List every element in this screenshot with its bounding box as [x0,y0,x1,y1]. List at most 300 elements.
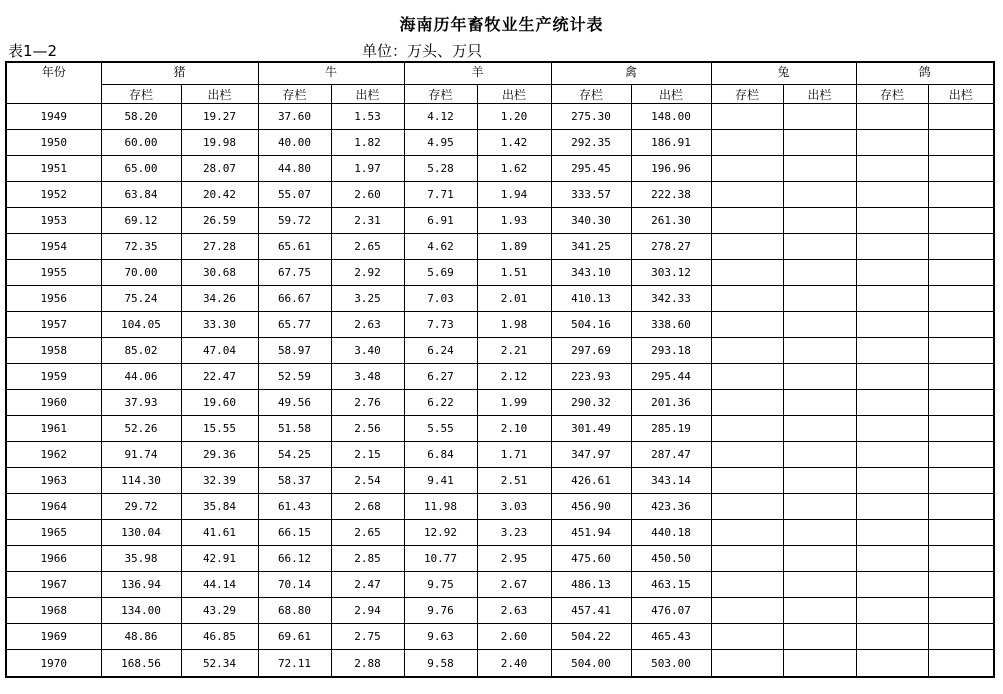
cattle-slaughter-cell: 2.65 [331,234,404,260]
pig-slaughter-cell: 46.85 [181,624,258,650]
table-row [6,312,994,338]
cattle-stock-cell: 66.12 [258,546,331,572]
cattle-stock-cell: 66.15 [258,520,331,546]
sheep-slaughter-cell: 1.62 [477,156,551,182]
header-group-pig: 猪 [101,62,258,85]
rabbit-slaughter-cell [783,234,856,260]
sheep-stock-cell: 9.41 [404,468,477,494]
pigeon-slaughter-cell [928,364,994,390]
poultry-stock-cell: 410.13 [551,286,631,312]
sheep-slaughter-cell: 1.98 [477,312,551,338]
rabbit-stock-cell [711,520,783,546]
pig-stock-cell: 35.98 [101,546,181,572]
poultry-slaughter-cell: 342.33 [631,286,711,312]
cattle-slaughter-cell: 2.15 [331,442,404,468]
cattle-slaughter-cell: 2.94 [331,598,404,624]
rabbit-slaughter-cell [783,338,856,364]
pig-slaughter-cell: 15.55 [181,416,258,442]
cattle-slaughter-cell: 2.76 [331,390,404,416]
rabbit-stock-cell [711,598,783,624]
cattle-slaughter-cell: 1.53 [331,104,404,130]
pig-slaughter-cell: 34.26 [181,286,258,312]
cattle-stock-cell: 66.67 [258,286,331,312]
cattle-slaughter-cell: 2.65 [331,520,404,546]
livestock-table [5,61,995,678]
poultry-slaughter-cell: 476.07 [631,598,711,624]
pigeon-stock-cell [856,650,928,678]
poultry-stock-cell: 301.49 [551,416,631,442]
poultry-slaughter-cell: 186.91 [631,130,711,156]
header-slaughter: 出栏 [477,85,551,104]
poultry-slaughter-cell: 148.00 [631,104,711,130]
table-number: 表1—2 [8,42,58,60]
sheep-slaughter-cell: 2.63 [477,598,551,624]
pig-slaughter-cell: 35.84 [181,494,258,520]
pigeon-slaughter-cell [928,494,994,520]
pig-slaughter-cell: 52.34 [181,650,258,678]
rabbit-stock-cell [711,442,783,468]
header-stock: 存栏 [404,85,477,104]
sheep-stock-cell: 4.62 [404,234,477,260]
header-slaughter: 出栏 [928,85,994,104]
year-cell: 1953 [6,208,101,234]
sheep-slaughter-cell: 1.99 [477,390,551,416]
sheep-stock-cell: 9.58 [404,650,477,678]
year-cell: 1963 [6,468,101,494]
pig-stock-cell: 37.93 [101,390,181,416]
poultry-slaughter-cell: 440.18 [631,520,711,546]
pig-stock-cell: 60.00 [101,130,181,156]
sheep-stock-cell: 5.55 [404,416,477,442]
poultry-slaughter-cell: 465.43 [631,624,711,650]
poultry-stock-cell: 340.30 [551,208,631,234]
pig-slaughter-cell: 26.59 [181,208,258,234]
header-group-poultry: 禽 [551,62,711,85]
page-title: 海南历年畜牧业生产统计表 [399,15,604,34]
pig-stock-cell: 104.05 [101,312,181,338]
rabbit-stock-cell [711,286,783,312]
poultry-stock-cell: 290.32 [551,390,631,416]
poultry-stock-cell: 341.25 [551,234,631,260]
sheep-slaughter-cell: 1.94 [477,182,551,208]
header-stock: 存栏 [551,85,631,104]
pigeon-slaughter-cell [928,260,994,286]
poultry-stock-cell: 223.93 [551,364,631,390]
pigeon-slaughter-cell [928,130,994,156]
sheep-stock-cell: 7.71 [404,182,477,208]
table-row [6,182,994,208]
pigeon-stock-cell [856,260,928,286]
pig-stock-cell: 168.56 [101,650,181,678]
poultry-slaughter-cell: 201.36 [631,390,711,416]
header-slaughter: 出栏 [783,85,856,104]
sheep-slaughter-cell: 2.10 [477,416,551,442]
pigeon-stock-cell [856,104,928,130]
header-slaughter: 出栏 [331,85,404,104]
rabbit-slaughter-cell [783,156,856,182]
pig-slaughter-cell: 42.91 [181,546,258,572]
table-body [6,104,994,678]
poultry-slaughter-cell: 463.15 [631,572,711,598]
pig-stock-cell: 91.74 [101,442,181,468]
table-row [6,650,994,678]
pigeon-stock-cell [856,598,928,624]
cattle-slaughter-cell: 2.68 [331,494,404,520]
header-slaughter: 出栏 [631,85,711,104]
year-cell: 1968 [6,598,101,624]
sheep-slaughter-cell: 2.21 [477,338,551,364]
sheep-stock-cell: 10.77 [404,546,477,572]
year-cell: 1962 [6,442,101,468]
poultry-slaughter-cell: 278.27 [631,234,711,260]
cattle-slaughter-cell: 1.82 [331,130,404,156]
sheep-stock-cell: 4.12 [404,104,477,130]
cattle-stock-cell: 69.61 [258,624,331,650]
pig-stock-cell: 58.20 [101,104,181,130]
pigeon-slaughter-cell [928,624,994,650]
sheep-slaughter-cell: 2.01 [477,286,551,312]
pig-slaughter-cell: 41.61 [181,520,258,546]
pigeon-stock-cell [856,416,928,442]
year-cell: 1970 [6,650,101,678]
cattle-slaughter-cell: 3.48 [331,364,404,390]
sheep-slaughter-cell: 2.95 [477,546,551,572]
rabbit-slaughter-cell [783,572,856,598]
cattle-slaughter-cell: 2.54 [331,468,404,494]
pigeon-slaughter-cell [928,338,994,364]
header-group-cattle: 牛 [258,62,404,85]
cattle-slaughter-cell: 2.56 [331,416,404,442]
sheep-stock-cell: 9.63 [404,624,477,650]
pig-slaughter-cell: 28.07 [181,156,258,182]
pig-slaughter-cell: 30.68 [181,260,258,286]
sheep-stock-cell: 6.91 [404,208,477,234]
sheep-stock-cell: 6.27 [404,364,477,390]
poultry-stock-cell: 333.57 [551,182,631,208]
sheep-slaughter-cell: 2.60 [477,624,551,650]
header-stock: 存栏 [258,85,331,104]
pigeon-stock-cell [856,572,928,598]
sheep-stock-cell: 5.28 [404,156,477,182]
header-slaughter: 出栏 [181,85,258,104]
cattle-stock-cell: 58.97 [258,338,331,364]
cattle-slaughter-cell: 2.31 [331,208,404,234]
rabbit-slaughter-cell [783,390,856,416]
cattle-stock-cell: 58.37 [258,468,331,494]
pigeon-stock-cell [856,546,928,572]
table-row [6,208,994,234]
sheep-slaughter-cell: 1.20 [477,104,551,130]
pigeon-slaughter-cell [928,312,994,338]
rabbit-stock-cell [711,182,783,208]
sheep-stock-cell: 6.24 [404,338,477,364]
cattle-slaughter-cell: 3.25 [331,286,404,312]
table-row [6,364,994,390]
table-row [6,130,994,156]
header-year: 年份 [6,62,101,104]
rabbit-stock-cell [711,104,783,130]
rabbit-slaughter-cell [783,624,856,650]
header-group-sheep: 羊 [404,62,551,85]
cattle-slaughter-cell: 2.47 [331,572,404,598]
rabbit-slaughter-cell [783,468,856,494]
poultry-slaughter-cell: 503.00 [631,650,711,678]
pig-stock-cell: 44.06 [101,364,181,390]
rabbit-slaughter-cell [783,312,856,338]
year-cell: 1957 [6,312,101,338]
pig-stock-cell: 114.30 [101,468,181,494]
pig-stock-cell: 75.24 [101,286,181,312]
pig-stock-cell: 69.12 [101,208,181,234]
rabbit-stock-cell [711,260,783,286]
rabbit-slaughter-cell [783,130,856,156]
year-cell: 1958 [6,338,101,364]
cattle-slaughter-cell: 2.60 [331,182,404,208]
pig-slaughter-cell: 32.39 [181,468,258,494]
poultry-slaughter-cell: 343.14 [631,468,711,494]
cattle-stock-cell: 37.60 [258,104,331,130]
rabbit-slaughter-cell [783,494,856,520]
poultry-stock-cell: 275.30 [551,104,631,130]
cattle-stock-cell: 70.14 [258,572,331,598]
cattle-slaughter-cell: 2.92 [331,260,404,286]
sheep-slaughter-cell: 2.51 [477,468,551,494]
poultry-slaughter-cell: 423.36 [631,494,711,520]
year-cell: 1950 [6,130,101,156]
rabbit-slaughter-cell [783,104,856,130]
table-row [6,260,994,286]
poultry-stock-cell: 295.45 [551,156,631,182]
sheep-slaughter-cell: 2.67 [477,572,551,598]
cattle-stock-cell: 49.56 [258,390,331,416]
rabbit-stock-cell [711,494,783,520]
pigeon-stock-cell [856,156,928,182]
header-row-groups [6,62,994,85]
pigeon-stock-cell [856,442,928,468]
rabbit-slaughter-cell [783,546,856,572]
poultry-slaughter-cell: 261.30 [631,208,711,234]
cattle-stock-cell: 51.58 [258,416,331,442]
pig-slaughter-cell: 19.27 [181,104,258,130]
poultry-slaughter-cell: 293.18 [631,338,711,364]
year-cell: 1949 [6,104,101,130]
table-row [6,156,994,182]
pig-slaughter-cell: 33.30 [181,312,258,338]
pig-stock-cell: 136.94 [101,572,181,598]
poultry-stock-cell: 426.61 [551,468,631,494]
pig-stock-cell: 85.02 [101,338,181,364]
year-cell: 1959 [6,364,101,390]
year-cell: 1961 [6,416,101,442]
rabbit-slaughter-cell [783,208,856,234]
table-row [6,546,994,572]
sheep-stock-cell: 7.73 [404,312,477,338]
year-cell: 1954 [6,234,101,260]
year-cell: 1969 [6,624,101,650]
pig-slaughter-cell: 27.28 [181,234,258,260]
pig-slaughter-cell: 22.47 [181,364,258,390]
cattle-stock-cell: 72.11 [258,650,331,678]
rabbit-slaughter-cell [783,520,856,546]
cattle-stock-cell: 44.80 [258,156,331,182]
poultry-stock-cell: 504.22 [551,624,631,650]
sheep-slaughter-cell: 1.42 [477,130,551,156]
poultry-stock-cell: 504.00 [551,650,631,678]
year-cell: 1951 [6,156,101,182]
poultry-slaughter-cell: 222.38 [631,182,711,208]
rabbit-slaughter-cell [783,442,856,468]
pig-slaughter-cell: 19.60 [181,390,258,416]
cattle-stock-cell: 59.72 [258,208,331,234]
pigeon-stock-cell [856,520,928,546]
pig-slaughter-cell: 19.98 [181,130,258,156]
pigeon-slaughter-cell [928,182,994,208]
pigeon-slaughter-cell [928,286,994,312]
rabbit-stock-cell [711,130,783,156]
poultry-stock-cell: 504.16 [551,312,631,338]
cattle-slaughter-cell: 2.88 [331,650,404,678]
pigeon-stock-cell [856,312,928,338]
pigeon-stock-cell [856,234,928,260]
rabbit-slaughter-cell [783,260,856,286]
sheep-stock-cell: 5.69 [404,260,477,286]
year-cell: 1960 [6,390,101,416]
rabbit-slaughter-cell [783,650,856,678]
table-row [6,624,994,650]
sheep-stock-cell: 6.22 [404,390,477,416]
poultry-stock-cell: 451.94 [551,520,631,546]
sheep-stock-cell: 9.76 [404,598,477,624]
rabbit-stock-cell [711,572,783,598]
cattle-stock-cell: 55.07 [258,182,331,208]
header-stock: 存栏 [711,85,783,104]
table-row [6,520,994,546]
pigeon-stock-cell [856,624,928,650]
rabbit-stock-cell [711,624,783,650]
pig-stock-cell: 63.84 [101,182,181,208]
sheep-stock-cell: 6.84 [404,442,477,468]
rabbit-slaughter-cell [783,182,856,208]
table-row [6,468,994,494]
rabbit-stock-cell [711,390,783,416]
pig-stock-cell: 29.72 [101,494,181,520]
pigeon-stock-cell [856,338,928,364]
sheep-slaughter-cell: 1.51 [477,260,551,286]
rabbit-stock-cell [711,338,783,364]
pigeon-stock-cell [856,182,928,208]
table-row [6,442,994,468]
cattle-stock-cell: 54.25 [258,442,331,468]
pig-stock-cell: 72.35 [101,234,181,260]
poultry-stock-cell: 297.69 [551,338,631,364]
sheep-stock-cell: 7.03 [404,286,477,312]
cattle-stock-cell: 52.59 [258,364,331,390]
cattle-slaughter-cell: 1.97 [331,156,404,182]
pig-stock-cell: 48.86 [101,624,181,650]
cattle-stock-cell: 61.43 [258,494,331,520]
sheep-slaughter-cell: 2.40 [477,650,551,678]
pigeon-stock-cell [856,130,928,156]
pigeon-slaughter-cell [928,104,994,130]
pigeon-slaughter-cell [928,468,994,494]
pigeon-slaughter-cell [928,156,994,182]
cattle-slaughter-cell: 3.40 [331,338,404,364]
rabbit-stock-cell [711,650,783,678]
year-cell: 1955 [6,260,101,286]
sheep-slaughter-cell: 3.03 [477,494,551,520]
poultry-slaughter-cell: 295.44 [631,364,711,390]
pigeon-slaughter-cell [928,390,994,416]
table-row [6,104,994,130]
pig-stock-cell: 65.00 [101,156,181,182]
sheep-stock-cell: 11.98 [404,494,477,520]
table-row [6,494,994,520]
year-cell: 1967 [6,572,101,598]
cattle-stock-cell: 40.00 [258,130,331,156]
pigeon-slaughter-cell [928,234,994,260]
sheep-stock-cell: 12.92 [404,520,477,546]
pig-stock-cell: 70.00 [101,260,181,286]
rabbit-stock-cell [711,156,783,182]
cattle-slaughter-cell: 2.85 [331,546,404,572]
poultry-stock-cell: 347.97 [551,442,631,468]
sheep-slaughter-cell: 1.93 [477,208,551,234]
cattle-stock-cell: 67.75 [258,260,331,286]
pigeon-slaughter-cell [928,598,994,624]
pigeon-slaughter-cell [928,572,994,598]
sheep-slaughter-cell: 1.89 [477,234,551,260]
pig-stock-cell: 52.26 [101,416,181,442]
pigeon-stock-cell [856,390,928,416]
header-group-rabbit: 兔 [711,62,856,85]
sheep-stock-cell: 9.75 [404,572,477,598]
cattle-slaughter-cell: 2.63 [331,312,404,338]
pig-stock-cell: 134.00 [101,598,181,624]
cattle-stock-cell: 65.61 [258,234,331,260]
rabbit-slaughter-cell [783,598,856,624]
cattle-slaughter-cell: 2.75 [331,624,404,650]
header-group-pigeon: 鸽 [856,62,994,85]
sheep-slaughter-cell: 1.71 [477,442,551,468]
pigeon-stock-cell [856,494,928,520]
sheep-slaughter-cell: 2.12 [477,364,551,390]
rabbit-stock-cell [711,546,783,572]
rabbit-stock-cell [711,234,783,260]
table-row [6,416,994,442]
rabbit-stock-cell [711,312,783,338]
poultry-slaughter-cell: 338.60 [631,312,711,338]
poultry-slaughter-cell: 285.19 [631,416,711,442]
pig-slaughter-cell: 29.36 [181,442,258,468]
table-row [6,286,994,312]
table-row [6,598,994,624]
rabbit-stock-cell [711,364,783,390]
pigeon-stock-cell [856,208,928,234]
poultry-slaughter-cell: 450.50 [631,546,711,572]
rabbit-slaughter-cell [783,364,856,390]
year-cell: 1964 [6,494,101,520]
pig-stock-cell: 130.04 [101,520,181,546]
poultry-stock-cell: 292.35 [551,130,631,156]
pigeon-stock-cell [856,468,928,494]
pigeon-stock-cell [856,364,928,390]
table-row [6,572,994,598]
pig-slaughter-cell: 43.29 [181,598,258,624]
pig-slaughter-cell: 47.04 [181,338,258,364]
sheep-slaughter-cell: 3.23 [477,520,551,546]
pigeon-stock-cell [856,286,928,312]
poultry-slaughter-cell: 287.47 [631,442,711,468]
